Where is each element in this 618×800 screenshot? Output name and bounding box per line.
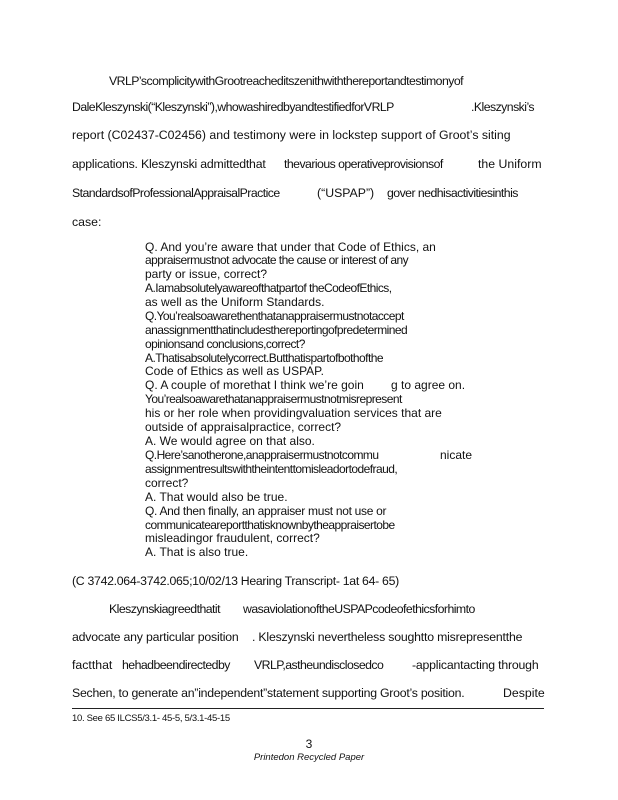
quote-line: g to agree on. xyxy=(391,378,466,392)
quote-line: correct? xyxy=(145,476,189,490)
para2-line-2a: advocate any particular position xyxy=(72,630,239,644)
para2-line-3d: -applicantacting through xyxy=(412,658,539,672)
quote-line: as well as the Uniform Standards. xyxy=(145,295,325,309)
para2-line-4b: Despite xyxy=(503,686,545,700)
para1-line-1: VRLP’scomplicitywithGrootreacheditszenithwiththereportandtestimonyof xyxy=(109,74,464,88)
para1-line-4a: applications. Kleszynski admittedthat xyxy=(72,157,266,171)
quote-line: opinionsand conclusions,correct? xyxy=(145,337,305,351)
quote-line: outside of appraisalpractice, correct? xyxy=(145,420,342,434)
quote-line: A.Thatisabsolutelycorrect.Butthatispartofbothofthe xyxy=(145,351,383,365)
quote-line: You’realsoawarethatanappraisermustnotmisrepresent xyxy=(145,392,402,406)
citation: (C 3742.064-3742.065;10/02/13 Hearing Transcript- 1at 64- 65) xyxy=(72,574,399,588)
quote-line: Q. And you’re aware that under that Code of Ethics, an xyxy=(145,240,436,254)
quote-line: nicate xyxy=(440,448,473,462)
quote-line: Q.You’realsoawarethenthatanappraisermustnotaccept xyxy=(145,309,404,323)
para2-line-3c: VRLP,astheundisclosedco xyxy=(254,658,384,672)
quote-line: Q. And then finally, an appraiser must not use or xyxy=(145,504,387,518)
quote-line: Q.Here’sanotherone,anappraisermustnotcommu xyxy=(145,448,379,462)
para2-line-2b: . Kleszynski nevertheless soughtto misrepresentthe xyxy=(252,630,523,644)
footnote: 10. See 65 ILCS5/3.1- 45-5, 5/3.1-45-15 xyxy=(72,713,230,724)
quote-line: A. That would also be true. xyxy=(145,490,288,504)
para2-line-1b: wasaviolationoftheUSPAPcodeofethicsforhimto xyxy=(243,602,475,616)
quote-line: A. That is also true. xyxy=(145,545,249,559)
para1-line-3: report (C02437-C02456) and testimony were in lockstep support of Groot’s siting xyxy=(72,128,511,142)
para1-line-5b: (“USPAP”) xyxy=(317,186,375,200)
quote-line: assignmentresultswiththeintenttomisleadortodefraud, xyxy=(145,462,398,476)
quote-line: communicateareportthatisknownbytheappraisertobe xyxy=(145,518,395,532)
quote-line: anassignmentthatincludesthereportingofpredetermined xyxy=(145,323,408,337)
para1-line-2b: .Kleszynski’s xyxy=(471,100,535,114)
printed-on-note: Printedon Recycled Paper xyxy=(253,752,365,763)
quote-line: appraisermustnot advocate the cause or interest of any xyxy=(145,253,409,267)
para1-line-5c: gover nedhisactivitiesinthis xyxy=(387,186,518,200)
quote-line: A.Iamabsolutelyawareofthatpartof theCodeofEthics, xyxy=(145,281,392,295)
quote-line: misleadingor fraudulent, correct? xyxy=(145,531,320,545)
quote-line: Q. A couple of morethat I think we’re goin xyxy=(145,378,364,392)
para1-line-6: case: xyxy=(72,215,102,229)
para2-line-1a: Kleszynskiagreedthatit xyxy=(109,602,220,616)
para1-line-4b: thevarious operativeprovisionsof xyxy=(284,157,443,171)
para1-line-5a: StandardsofProfessionalAppraisalPractice xyxy=(72,186,280,200)
quote-line: party or issue, correct? xyxy=(145,267,268,281)
quote-line: Code of Ethics as well as USPAP. xyxy=(145,364,324,378)
para2-line-3b: hehadbeendirectedby xyxy=(122,658,230,672)
para1-line-4c: the Uniform xyxy=(478,157,542,171)
para1-line-2: DaleKleszynski(“Kleszynski”),whowashiredbyandtestifiedforVRLP xyxy=(72,100,394,114)
quote-line: his or her role when providingvaluation services that are xyxy=(145,406,442,420)
para2-line-4a: Sechen, to generate an”independent”statement supporting Groot’s position. xyxy=(72,686,465,700)
quote-line: A. We would agree on that also. xyxy=(145,434,315,448)
para2-line-3a: factthat xyxy=(72,658,113,672)
footnote-divider xyxy=(72,708,544,709)
page-number: 3 xyxy=(305,737,313,751)
